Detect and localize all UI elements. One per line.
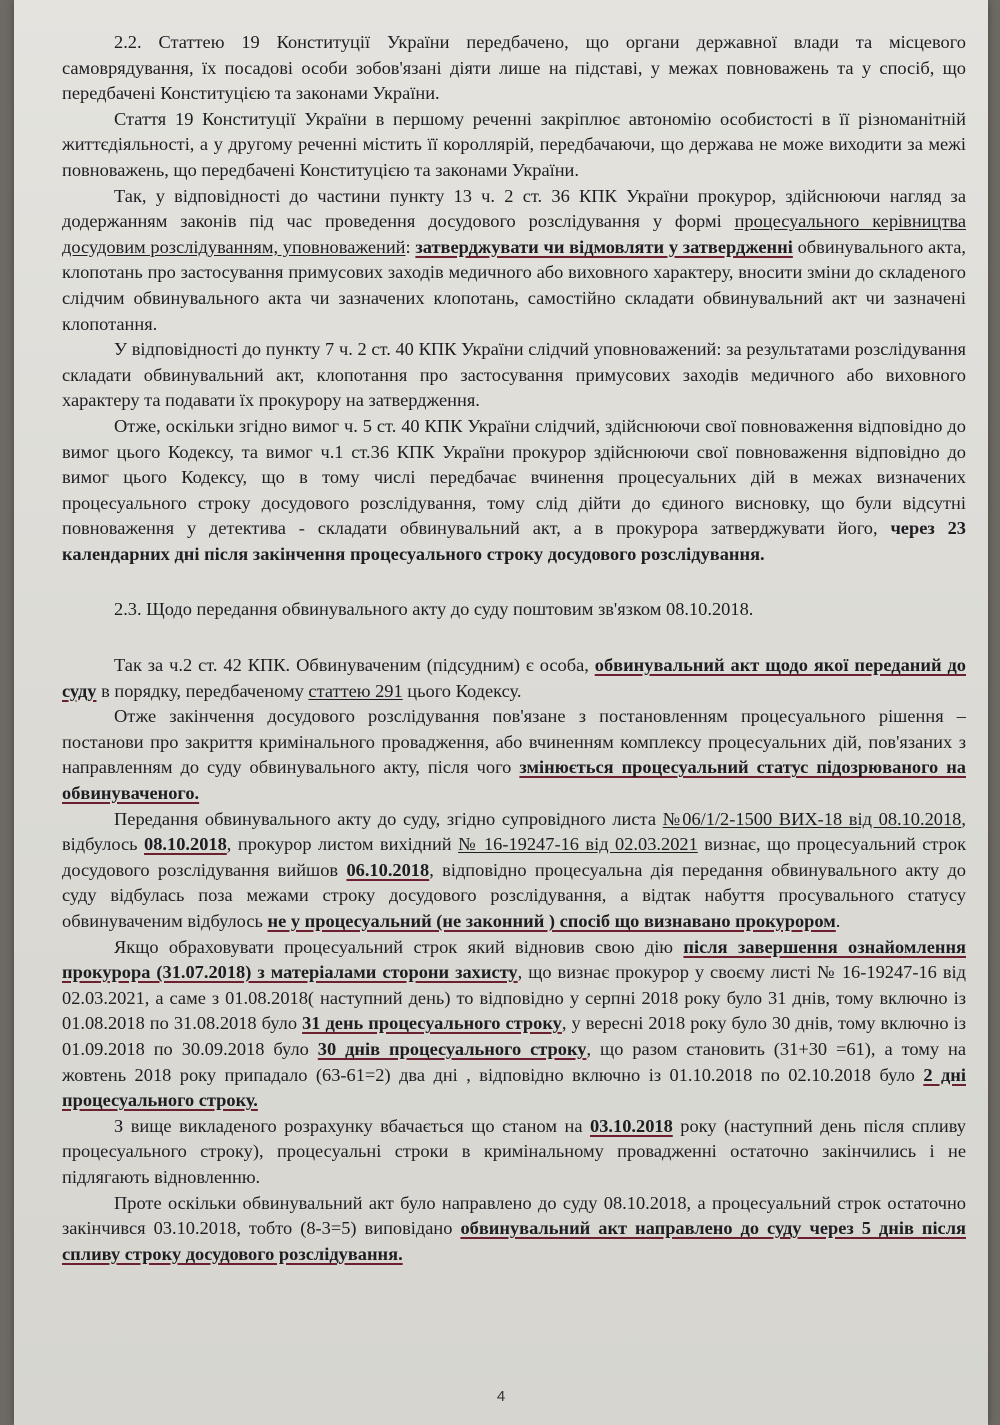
text-run: , що разом становить (31+30 =61), а тому на жовтень 2018 року припадало (63-61=2) два дні , відповідно включно із 01.10.2018 по 02.10.2018 було [62, 1038, 966, 1085]
paragraph-investigator-powers [62, 337, 966, 414]
paragraph-2-2 [62, 30, 966, 107]
emphasized-text: обвинувальний акт направлено до суду через 5 днів після спливу строку досудового розслідування. [62, 1218, 966, 1264]
paragraph-transfer-to-court [62, 807, 966, 935]
paragraph-prosecutor-powers [62, 184, 966, 338]
emphasized-text: процесуального керівництва досудовим розслідуванням, уповноважений [62, 211, 966, 257]
paragraph-accused-definition [62, 653, 966, 704]
text-run: З вище викладеного розрахунку вбачається що станом на [114, 1115, 591, 1136]
text-run: в порядку, передбаченому [96, 680, 309, 701]
emphasized-text: через 23 календарних дні після закінчення процесуального строку досудового розслідування. [62, 518, 966, 564]
text-run: 2.2. Статтею 19 Конституції України передбачено, що органи державної влади та місцевого самоврядування, їх посадові особи зобов'язані діяти лише на підставі, у межах повноважень та у спосіб, що передбачені Конституцією та законами України. [62, 32, 966, 104]
text-run: , відповідно процесуальна дія передання обвинувального акту до суду відбулась поза межами строку досудового розслідування, а відтак набуття просувального статусу обвинуваченим відбулось [62, 859, 967, 931]
emphasized-text: не у процесуальний (не законний ) спосіб що визнавано прокурором [267, 911, 836, 931]
document-page [14, 0, 988, 1425]
text-run: року (наступний день після спливу процесуального строку), процесуальні строки в кримінальному провадженні остаточно закінчились і не підлягають відновленню. [62, 1115, 966, 1187]
emphasized-text: 06.10.2018 [346, 859, 430, 880]
emphasized-text: №06/1/2-1500 ВИХ-18 від 08.10.2018 [662, 808, 962, 829]
text-run: 2.3. Щодо передання обвинувального акту до суду поштовим зв'язком 08.10.2018. [114, 599, 754, 620]
text-run: Стаття 19 Конституції України в першому реченні закріплює автономію особистості в її різноманітній життєдіяльності, а у другому реченні містить її короллярій, передбачаючи, що держава не може виходити за межі повноважень, що передбачені Конституцією та законами України. [62, 108, 966, 180]
text-run: . [835, 911, 841, 931]
text-run: , що визнає прокурор у своєму листі № 16-19247-16 від 02.03.2021, а саме з 01.08.2018( наступний день) то відповідно у серпні 2018 року було 31 днів, тому включно із 01.08.2018 по 31.08.2018 було [62, 962, 966, 1034]
text-run: , прокурор листом вихідний [226, 834, 459, 855]
paragraph-term-calculation [62, 935, 966, 1114]
text-run: Передання обвинувального акту до суду, згідно супровідного листа [114, 808, 663, 829]
page-number: 4 [496, 1388, 506, 1405]
paragraph-final-conclusion [62, 1191, 966, 1268]
text-run: Так, у відповідності до частини пункту 13 ч. 2 ст. 36 КПК України прокурор, здійснюючи нагляд за додержанням законів під час проведення досудового розслідування у формі [62, 185, 966, 232]
text-run: Отже закінчення досудового розслідування пов'язане з постановленням процесуального рішення – постанови про закриття кримінального провадження, або вчиненням комплексу процесуальних дій, пов'язаних з направленням до суду обвинувального акту, після чого [62, 706, 966, 778]
text-run: , відбулось [62, 808, 966, 855]
text-run: Якщо обраховувати процесуальний строк який відновив свою дію [114, 936, 684, 957]
emphasized-text: 31 день процесуального строку [302, 1013, 562, 1034]
text-run: У відповідності до пункту 7 ч. 2 ст. 40 КПК України слідчий уповноважений: за результатами розслідування складати обвинувальний акт, клопотання про застосування примусових заходів медичного або виховного характеру та подавати їх прокурору на затвердження. [62, 339, 966, 411]
text-run: Так за ч.2 ст. 42 КПК. Обвинуваченим (підсудним) є особа, [114, 655, 595, 676]
emphasized-text: статтею 291 [308, 680, 403, 701]
emphasized-text: після завершення ознайомлення прокурора (31.07.2018) з матеріалами сторони захисту [62, 936, 966, 983]
emphasized-text: змінюється процесуальний статус підозрюваного на обвинуваченого. [62, 757, 966, 804]
paragraph-end-of-investigation [62, 704, 966, 806]
text-run: визнає, що процесуальний строк досудового розслідування вийшов [62, 834, 966, 880]
section-heading-2-3 [62, 597, 966, 623]
emphasized-text: обвинувальний акт щодо якої переданий до суду [62, 655, 966, 701]
emphasized-text: 03.10.2018 [590, 1115, 673, 1136]
document-body [62, 30, 966, 1267]
text-run: Отже, оскільки згідно вимог ч. 5 ст. 40 КПК України слідчий, здійснюючи свої повноваження відповідно до вимог цього Кодексу, та вимог ч.1 ст.36 КПК України прокурор здійснюючи свої повноваження відповідно до вимог цього Кодексу, що в тому числі передбачає вчинення процесуальних дій в межах визначених процесуального строку досудового розслідування, тому слід дійти до єдиного висновку, що були відсутні повноваження у детектива - складати обвинувальний акт, а в прокурора затверджувати його, [62, 415, 966, 539]
paragraph-term-expired [62, 1114, 966, 1191]
emphasized-text: затверджувати чи відмовляти у затвердженні [415, 236, 793, 257]
text-run: , у вересні 2018 року було 30 днів, тому включно із 01.09.2018 по 30.09.2018 було [62, 1013, 967, 1059]
text-run: Проте оскільки обвинувальний акт було направлено до суду 08.10.2018, а процесуальний строк остаточно закінчився 03.10.2018, тобто (8-3=5) виповідано [62, 1192, 966, 1239]
emphasized-text: 30 днів процесуального строку [317, 1038, 587, 1059]
paragraph-article-19 [62, 107, 966, 184]
emphasized-text: 08.10.2018 [144, 834, 227, 855]
text-run: цього Кодексу. [402, 680, 522, 701]
emphasized-text: 2 дні процесуального строку. [62, 1064, 966, 1111]
text-run: обвинувального акта, клопотань про застосування примусових заходів медичного або виховного характеру, вносити зміни до складеного слідчим обвинувального акта чи зазначених клопотань, самостійно складати обвинувальний акт чи зазначені клопотання. [62, 236, 966, 334]
emphasized-text: № 16-19247-16 від 02.03.2021 [458, 834, 698, 855]
paragraph-conclusion [62, 414, 966, 568]
text-run: : [405, 236, 416, 257]
